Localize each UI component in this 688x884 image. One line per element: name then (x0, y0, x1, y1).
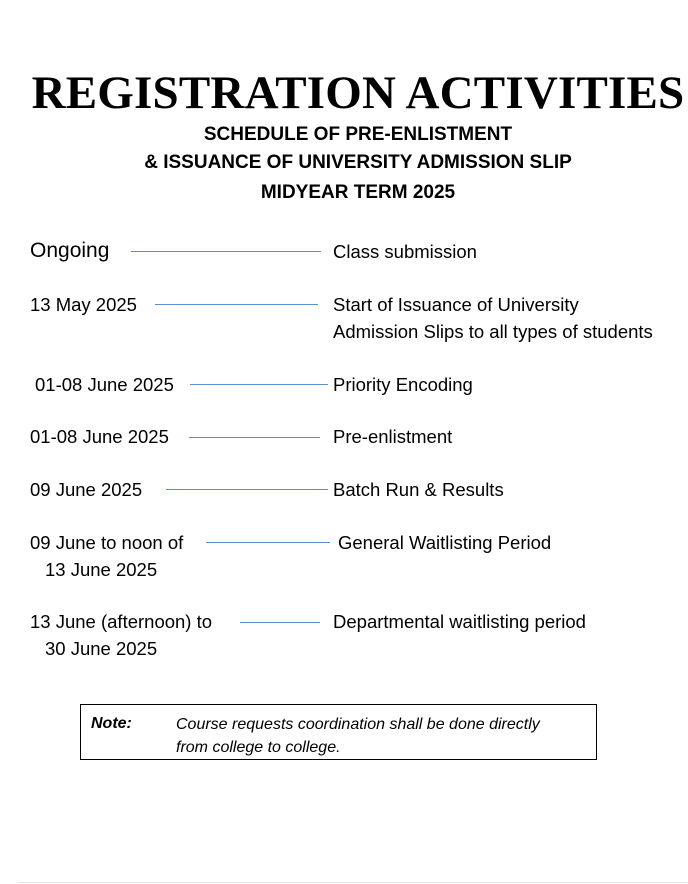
subtitle-line-3: MIDYEAR TERM 2025 (260, 182, 456, 203)
schedule-date: 13 May 2025 (30, 294, 137, 315)
connector-line (131, 251, 321, 252)
note-text-line-2: from college to college. (176, 739, 341, 756)
note-text (176, 713, 586, 759)
connector-line (206, 542, 330, 543)
schedule-date-line-2: 13 June 2025 (45, 559, 158, 580)
subtitle-line-2: & ISSUANCE OF UNIVERSITY ADMISSION SLIP (144, 152, 572, 173)
page-title: REGISTRATION ACTIVITIES (31, 67, 685, 119)
schedule-activity-line-2: Admission Slips to all types of students (333, 321, 653, 342)
page-bottom-rule (18, 882, 688, 883)
connector-line (240, 622, 320, 623)
schedule-date: 09 June to noon of (30, 532, 184, 553)
connector-line (155, 304, 318, 305)
schedule-date: Ongoing (30, 239, 110, 262)
schedule-activity: General Waitlisting Period (338, 532, 552, 553)
note-box (80, 704, 597, 760)
schedule-activity: Batch Run & Results (333, 479, 504, 500)
schedule-date: 01-08 June 2025 (35, 374, 174, 395)
schedule-activity: Start of Issuance of University (333, 294, 579, 315)
schedule-date-line-2: 30 June 2025 (45, 638, 158, 659)
connector-line (189, 437, 320, 438)
schedule-date: 01-08 June 2025 (30, 426, 169, 447)
connector-line (166, 489, 328, 490)
connector-line (190, 384, 328, 385)
note-text-line-1: Course requests coordination shall be done directly (176, 716, 540, 733)
schedule-activity: Class submission (333, 241, 477, 262)
note-label: Note: (91, 715, 132, 732)
subtitle-line-1: SCHEDULE OF PRE-ENLISTMENT (203, 124, 513, 145)
schedule-activity: Priority Encoding (333, 374, 473, 395)
schedule-activity: Departmental waitlisting period (333, 611, 586, 632)
schedule-activity: Pre-enlistment (333, 426, 453, 447)
schedule-date: 13 June (afternoon) to (30, 611, 213, 632)
schedule-date: 09 June 2025 (30, 479, 143, 500)
